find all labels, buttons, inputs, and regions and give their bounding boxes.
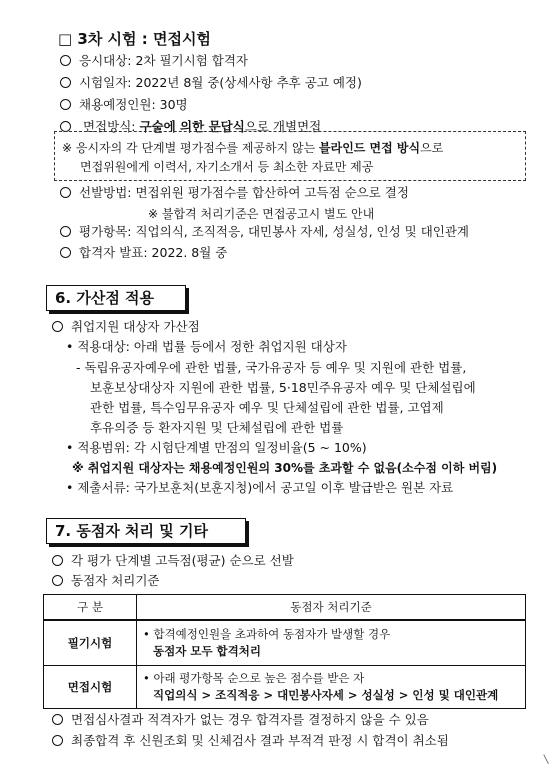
interview-exam-heading: □ 3차 시험 : 면접시험	[58, 30, 211, 48]
note-text-a: ※ 응시자의 각 단계별 평가점수를 제공하지 않는	[62, 141, 320, 155]
fail-criteria-note: ※ 불합격 처리기준은 면접공고시 별도 안내	[148, 207, 375, 221]
interview-rule-line1: • 아래 평가항목 순으로 높은 점수를 받은 자	[143, 671, 365, 685]
bonus-range-item: • 적용범위: 각 시험단계별 만점의 일정비율(5 ~ 10%)	[66, 440, 367, 455]
table-row	[44, 666, 526, 709]
bonus-points-item: 취업지원 대상자 가산점	[52, 318, 200, 336]
eligibility-item: 응시대상: 2차 필기시험 합격자	[60, 52, 248, 70]
section-7-heading: 7. 동점자 처리 및 기타	[46, 518, 246, 544]
bonus-target-item: • 적용대상: 아래 법률 등에서 정한 취업지원 대상자	[66, 339, 347, 354]
required-documents-item: • 제출서류: 국가보훈처(보훈지청)에서 공고일 이후 발급받은 원본 자료	[66, 480, 454, 495]
interview-method-suffix: 으로 개별면접	[244, 119, 322, 134]
table-header-criteria: 동점자 처리기준	[137, 595, 526, 621]
law-list-line4: 후유의증 등 환자지원 및 단체설립에 관한 법률	[90, 420, 344, 435]
row-content-written	[137, 620, 526, 666]
law-list-line2: 보훈보상대상자 지원에 관한 법률, 5·18민주유공자 예우 및 단체설립에	[90, 380, 476, 395]
table-header-category: 구 분	[44, 595, 137, 621]
law-list-line1: - 독립유공자예우에 관한 법률, 국가유공자 등 예우 및 지원에 관한 법률,	[76, 360, 467, 375]
cancellation-item: 최종합격 후 신원조회 및 신체검사 결과 부적격 판정 시 합격이 취소됨	[52, 732, 449, 750]
planned-hires-item: 채용예정인원: 30명	[60, 96, 188, 114]
announcement-item: 합격자 발표: 2022. 8월 중	[60, 244, 227, 262]
no-qualified-item: 면접심사결과 적격자가 없는 경우 합격자를 결정하지 않을 수 있음	[52, 711, 429, 729]
blind-interview-note-line2: 면접위원에게 이력서, 자기소개서 등 최소한 자료만 제공	[80, 160, 374, 174]
row-content-interview	[137, 666, 526, 709]
row-label-interview: 면접시험	[44, 666, 137, 709]
tie-criteria-item: 동점자 처리기준	[52, 572, 160, 590]
table-header-row	[44, 595, 526, 621]
tie-rank-item: 각 평가 단계별 고득점(평균) 순으로 선발	[52, 552, 294, 570]
exam-date-item: 시험일자: 2022년 8월 중(상세사항 추후 공고 예정)	[60, 74, 362, 92]
evaluation-items-item: 평가항목: 직업의식, 조직적응, 대민봉사 자세, 성실성, 인성 및 대인관계	[60, 223, 469, 241]
table-row	[44, 620, 526, 666]
note-text-bold: 블라인드 면접 방식	[319, 141, 421, 155]
row-label-written: 필기시험	[44, 620, 137, 666]
bonus-limit-note: ※ 취업지원 대상자는 채용예정인원의 30%를 초과할 수 없음(소수점 이하 버림)	[72, 461, 498, 475]
interview-method-prefix: 면접방식:	[82, 119, 140, 134]
written-rule-line2: 동점자 모두 합격처리	[153, 644, 261, 658]
law-list-line3: 관한 법률, 특수임무유공자 예우 및 단체설립에 관한 법률, 고엽제	[90, 400, 444, 415]
blind-interview-note-line1	[62, 139, 443, 157]
section-6-heading: 6. 가산점 적용	[46, 285, 186, 311]
note-text-b: 으로	[420, 141, 444, 155]
interview-method-bold: 구술에 의한 문답식	[139, 119, 245, 134]
written-rule-line1: • 합격예정인원을 초과하여 동점자가 발생할 경우	[143, 627, 391, 641]
interview-rule-line2: 직업의식 > 조직적응 > 대민봉사자세 > 성실성 > 인성 및 대인관계	[153, 688, 499, 702]
selection-method-item: 선발방법: 면접위원 평가점수를 합산하여 고득점 순으로 결정	[60, 184, 409, 202]
tie-break-table	[43, 594, 526, 709]
page-edge-mark: \	[542, 751, 550, 767]
